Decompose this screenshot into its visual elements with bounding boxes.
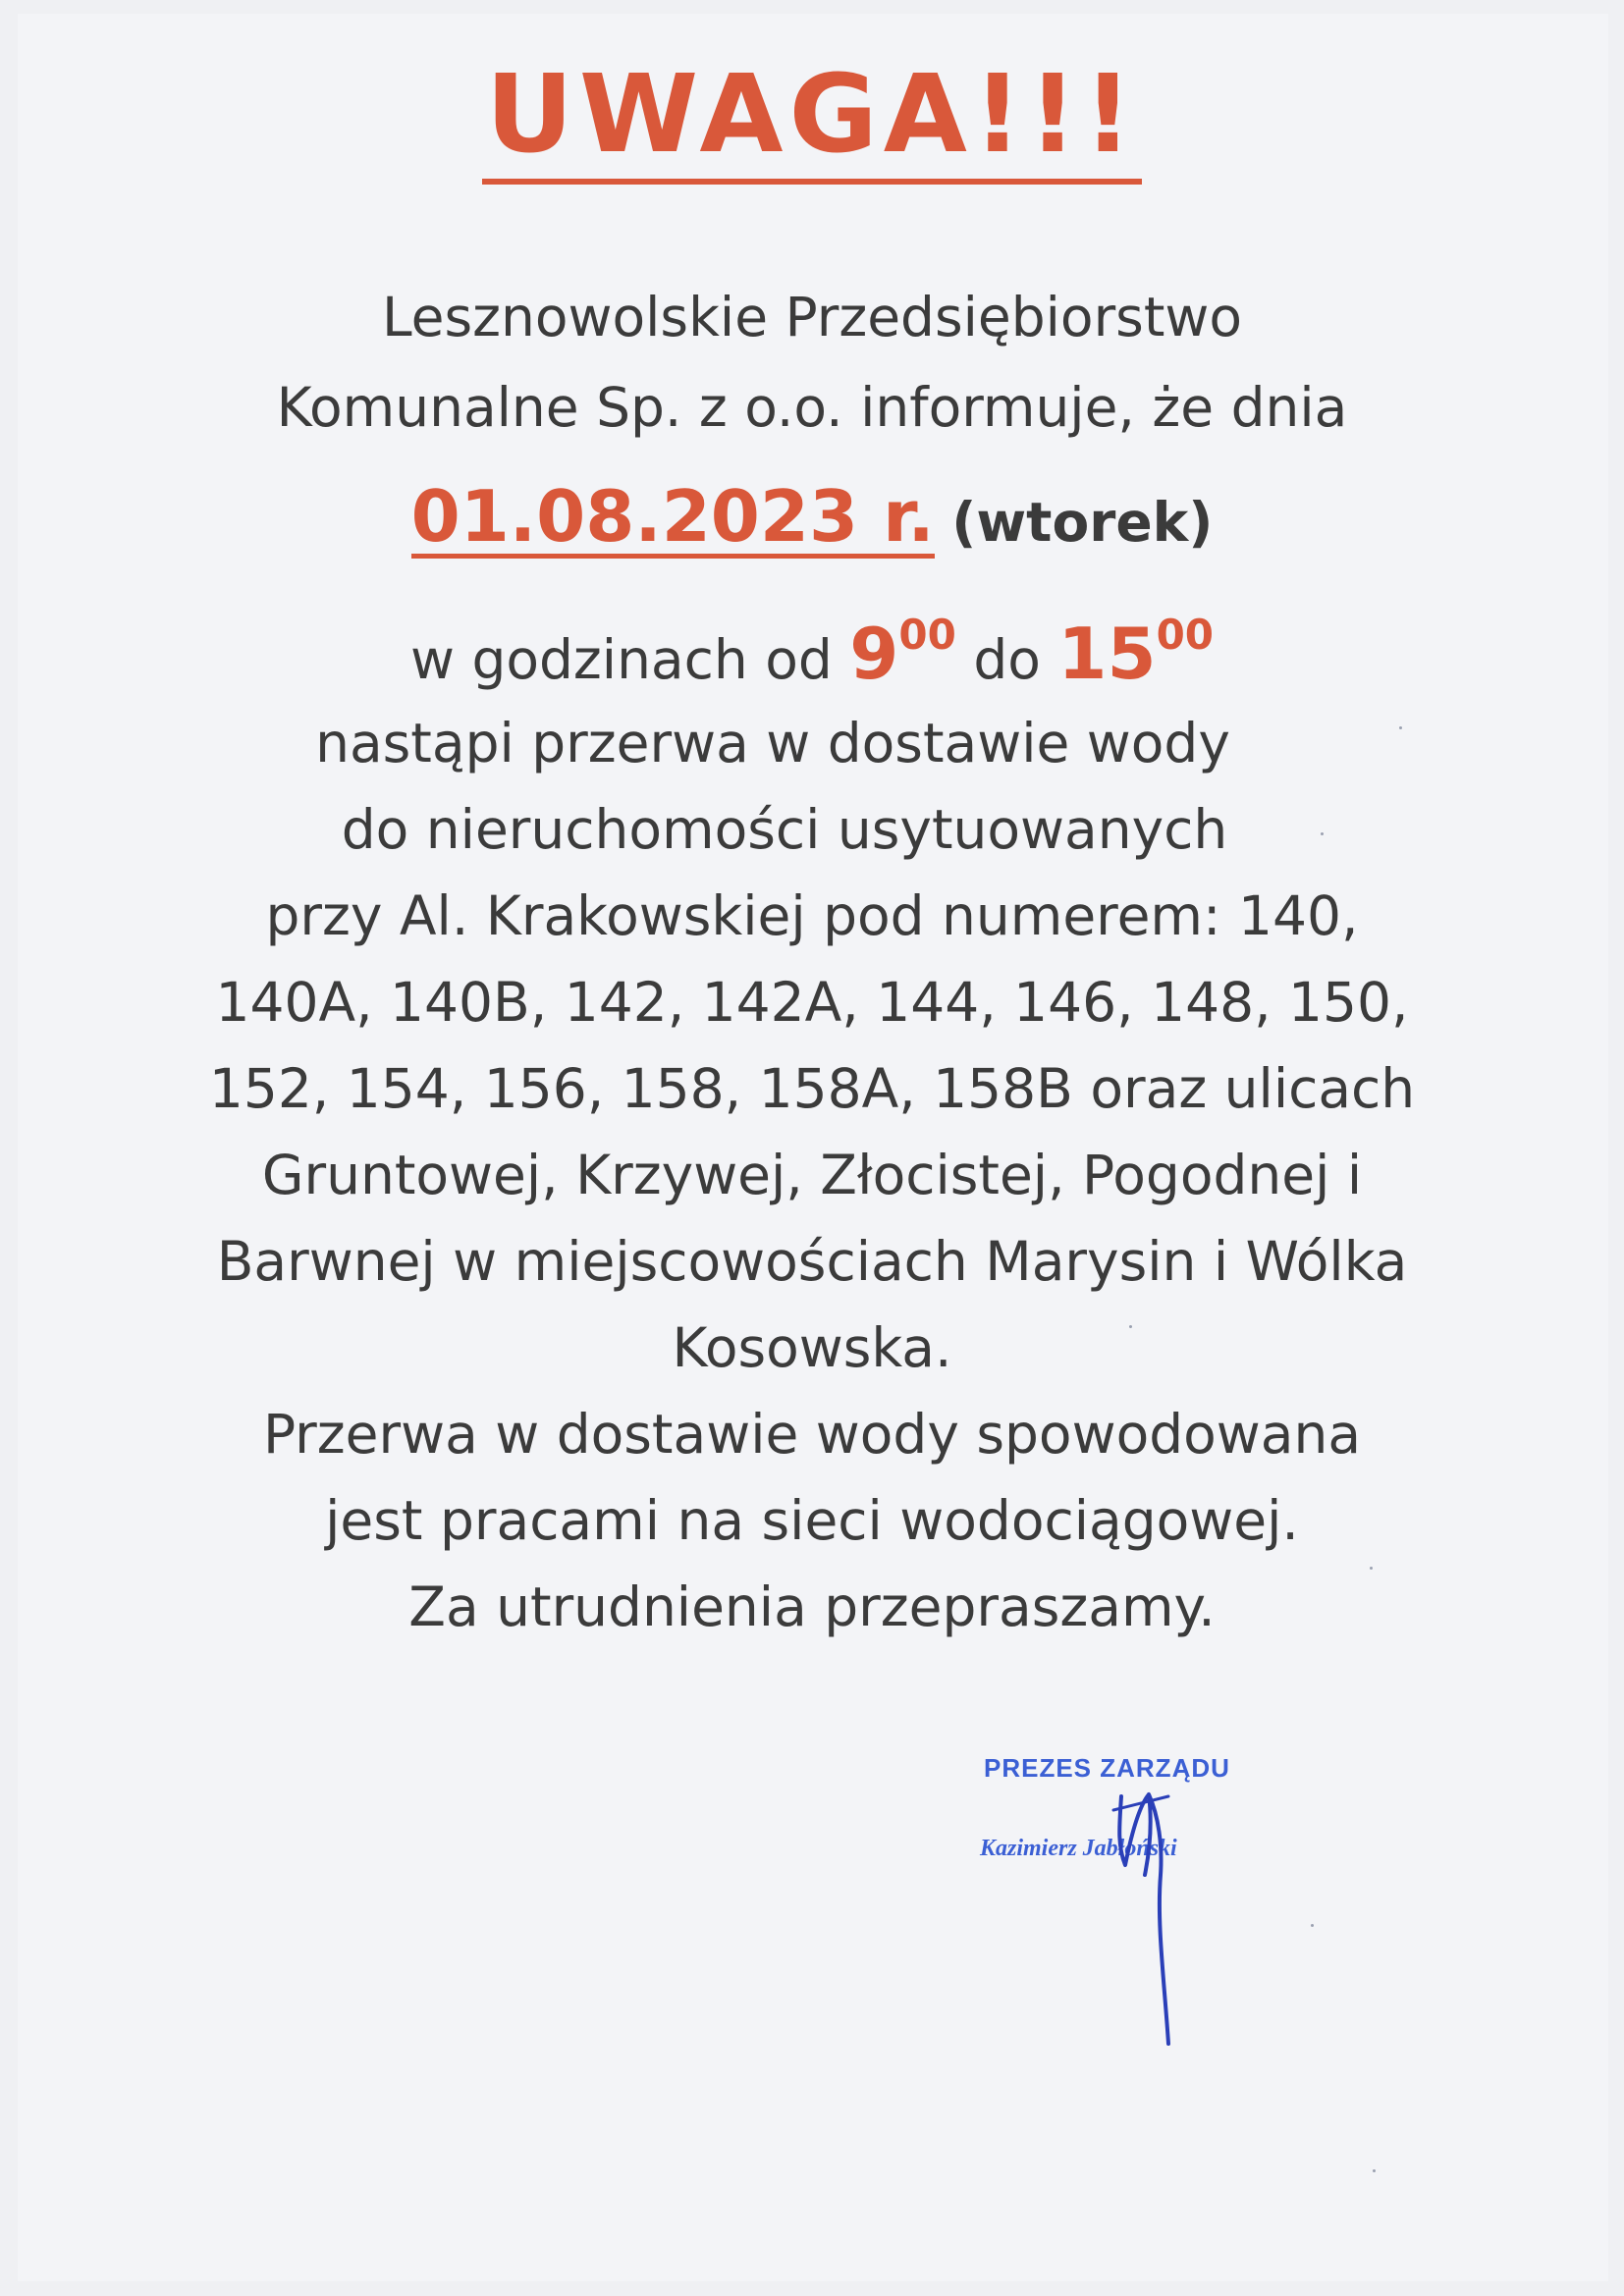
time-prefix: w godzinach od bbox=[409, 628, 833, 691]
body-line-4: 140A, 140B, 142, 142A, 144, 146, 148, 150, bbox=[215, 971, 1409, 1034]
heading-text: UWAGA!!! bbox=[482, 51, 1143, 185]
scan-speck bbox=[1321, 832, 1324, 835]
time-start bbox=[849, 613, 956, 695]
scan-speck bbox=[1399, 726, 1402, 729]
body-line-5: 152, 154, 156, 158, 158A, 158B oraz ulicach bbox=[208, 1057, 1416, 1120]
handwritten-signature bbox=[1100, 1767, 1218, 2061]
time-start-minutes: 00 bbox=[898, 611, 956, 659]
intro-line-1: Lesznowolskie Przedsiębiorstwo bbox=[381, 286, 1243, 348]
notice-date: 01.08.2023 r. bbox=[410, 475, 935, 558]
notice-heading bbox=[0, 51, 1624, 185]
time-start-hour: 9 bbox=[849, 613, 899, 695]
body-line-10: jest pracami na sieci wodociągowej. bbox=[325, 1489, 1299, 1552]
time-middle: do bbox=[973, 628, 1041, 691]
scan-speck bbox=[1373, 2169, 1376, 2172]
stamp-name: Kazimierz Jabłoński bbox=[980, 1836, 1177, 1861]
time-end bbox=[1057, 613, 1214, 695]
scan-speck bbox=[1311, 1924, 1314, 1927]
body-line-9: Przerwa w dostawie wody spowodowana bbox=[262, 1403, 1362, 1466]
intro-line-2: Komunalne Sp. z o.o. informuje, że dnia bbox=[276, 376, 1348, 439]
body-line-2: do nieruchomości usytuowanych bbox=[341, 798, 1228, 861]
body-line-3: przy Al. Krakowskiej pod numerem: 140, bbox=[265, 884, 1359, 947]
body-line-6: Gruntowej, Krzywej, Złocistej, Pogodnej i bbox=[261, 1144, 1363, 1206]
body-line-11: Za utrudnienia przepraszamy. bbox=[408, 1575, 1216, 1638]
date-line bbox=[0, 475, 1624, 559]
time-line bbox=[0, 601, 1624, 694]
scan-speck bbox=[1370, 1567, 1373, 1570]
time-end-hour: 15 bbox=[1057, 613, 1157, 695]
time-end-minutes: 00 bbox=[1156, 611, 1215, 659]
body-line-7: Barwnej w miejscowościach Marysin i Wólka bbox=[216, 1230, 1408, 1293]
scan-speck bbox=[1129, 1325, 1132, 1328]
body-line-8: Kosowska. bbox=[672, 1316, 952, 1379]
day-of-week: (wtorek) bbox=[951, 491, 1214, 554]
stamp-title: PREZES ZARZĄDU bbox=[984, 1753, 1230, 1783]
body-line-1: nastąpi przerwa w dostawie wody bbox=[315, 712, 1230, 774]
